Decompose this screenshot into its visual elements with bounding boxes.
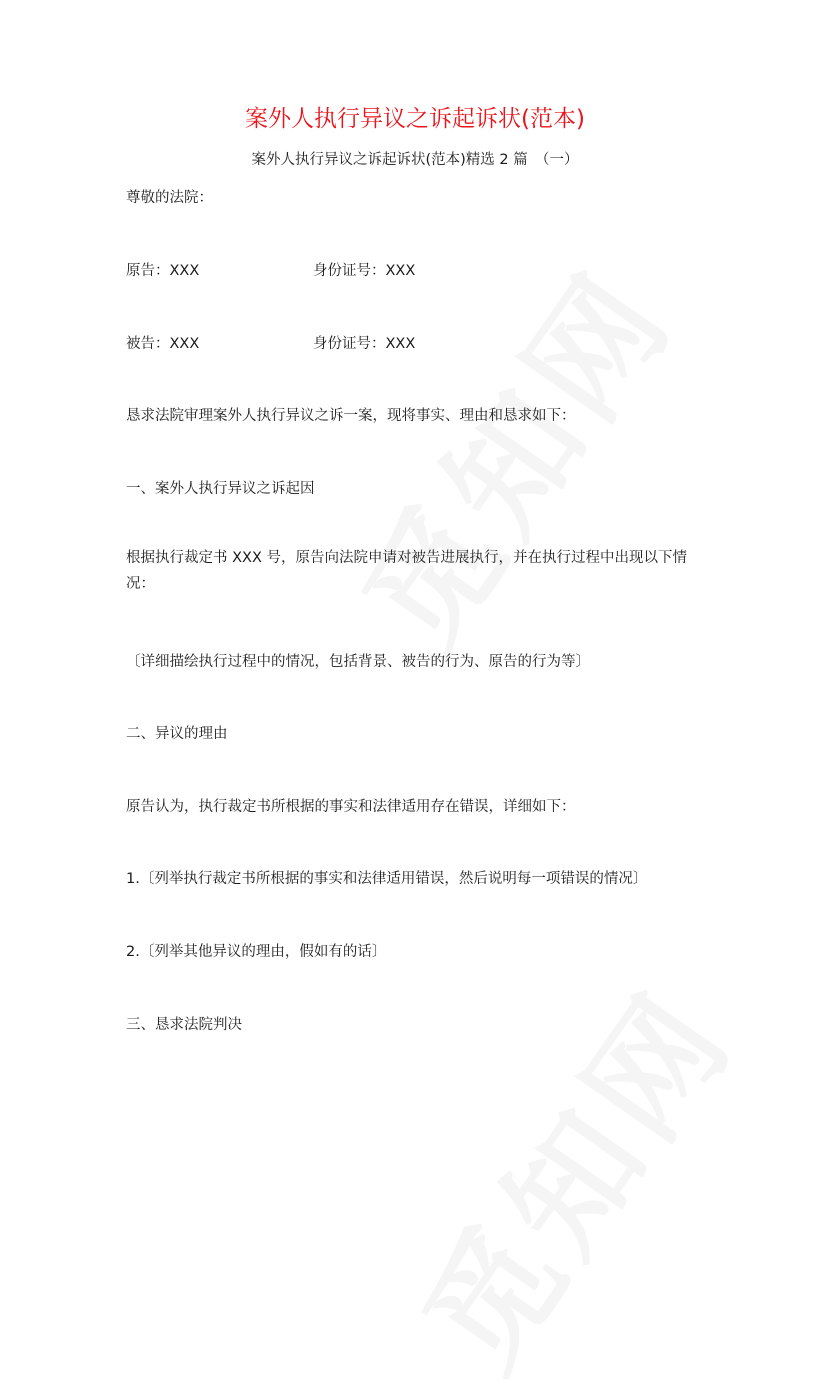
salutation: 尊敬的法院：	[126, 190, 213, 206]
plaintiff-label: 原告：XXX	[126, 263, 200, 279]
defendant-id: 身份证号：XXX	[313, 336, 416, 352]
section1-heading: 一、案外人执行异议之诉起因	[126, 481, 315, 497]
defendant-label: 被告：XXX	[126, 336, 200, 352]
plaintiff-id: 身份证号：XXX	[313, 263, 416, 279]
section2-paragraph: 原告认为，执行裁定书所根据的事实和法律适用存在错误，详细如下：	[126, 799, 576, 815]
watermark	[313, 228, 707, 679]
section1-paragraph: 根据执行裁定书 XXX 号，原告向法院申请对被告进展执行，并在执行过程中出现以下情况：	[126, 550, 688, 592]
section2-item-2: 2.〔列举其他异议的理由，假如有的话〕	[126, 944, 387, 960]
document-subtitle: 案外人执行异议之诉起诉状(范本)精选 2 篇 （一）	[251, 152, 579, 168]
document-title: 案外人执行异议之诉起诉状(范本)	[245, 106, 585, 132]
section3-heading: 三、恳求法院判决	[126, 1017, 242, 1033]
intro-paragraph: 恳求法院审理案外人执行异议之诉一案，现将事实、理由和恳求如下：	[126, 408, 576, 424]
watermark-bottom	[373, 948, 767, 1399]
section2-heading: 二、异议的理由	[126, 726, 228, 742]
section2-item-1: 1.〔列举执行裁定书所根据的事实和法律适用错误，然后说明每一项错误的情况〕	[126, 871, 648, 887]
section1-note: 〔详细描绘执行过程中的情况，包括背景、被告的行为、原告的行为等〕	[126, 654, 590, 670]
